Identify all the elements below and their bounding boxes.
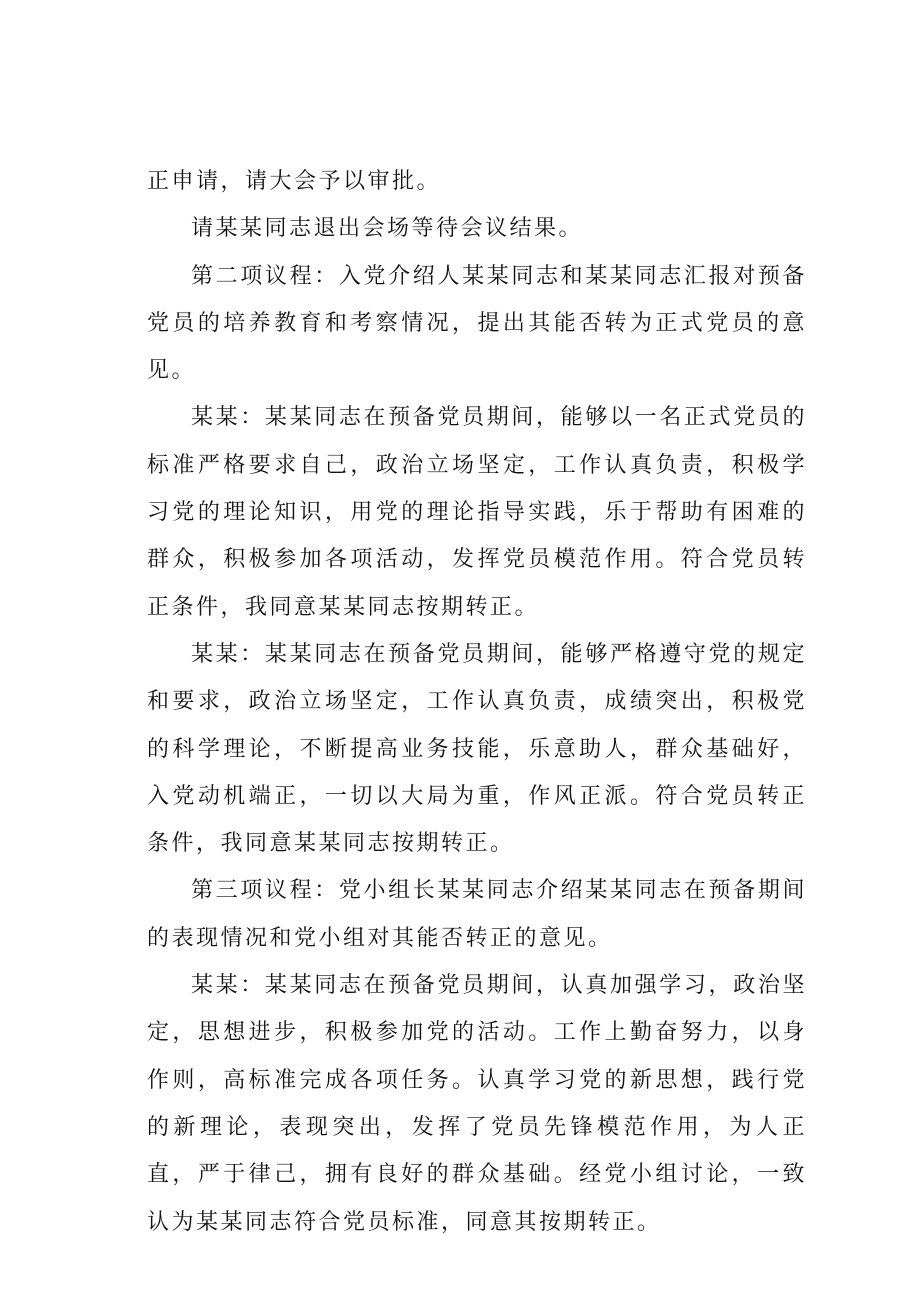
paragraph-agenda-item-three: 第三项议程：党小组长某某同志介绍某某同志在预备期间的表现情况和党小组对其能否转正的意见。	[147, 878, 807, 951]
paragraph-leave-venue: 请某某同志退出会场等待会议结果。	[191, 216, 584, 242]
paragraph-group-leader-opinion: 某某：某某同志在预备党员期间，认真加强学习，政治坚定，思想进步，积极参加党的活动。工作上勤奋努力，以身作则，高标准完成各项任务。认真学习党的新思想，践行党的新理论，表现突出，发挥了党员先锋模范作用，为人正直，严于律己，拥有良好的群众基础。经党小组讨论，一致认为某某同志符合党员标准，同意其按期转正。	[147, 973, 807, 1235]
paragraph-introducer-opinion-2: 某某：某某同志在预备党员期间，能够严格遵守党的规定和要求，政治立场坚定，工作认真负责，成绩突出，积极党的科学理论，不断提高业务技能，乐意助人，群众基础好，入党动机端正，一切以大局为重，作风正派。符合党员转正条件，我同意某某同志按期转正。	[147, 641, 807, 857]
paragraph-agenda-item-two: 第二项议程：入党介绍人某某同志和某某同志汇报对预备党员的培养教育和考察情况，提出其能否转为正式党员的意见。	[147, 263, 807, 384]
paragraph-introducer-opinion-1: 某某：某某同志在预备党员期间，能够以一名正式党员的标准严格要求自己，政治立场坚定，工作认真负责，积极学习党的理论知识，用党的理论指导实践，乐于帮助有困难的群众，积极参加各项活动，发挥党员模范作用。符合党员转正条件，我同意某某同志按期转正。	[147, 405, 807, 620]
document-body	[147, 158, 807, 1246]
paragraph-application-continued: 正申请，请大会予以审批。	[147, 169, 442, 194]
